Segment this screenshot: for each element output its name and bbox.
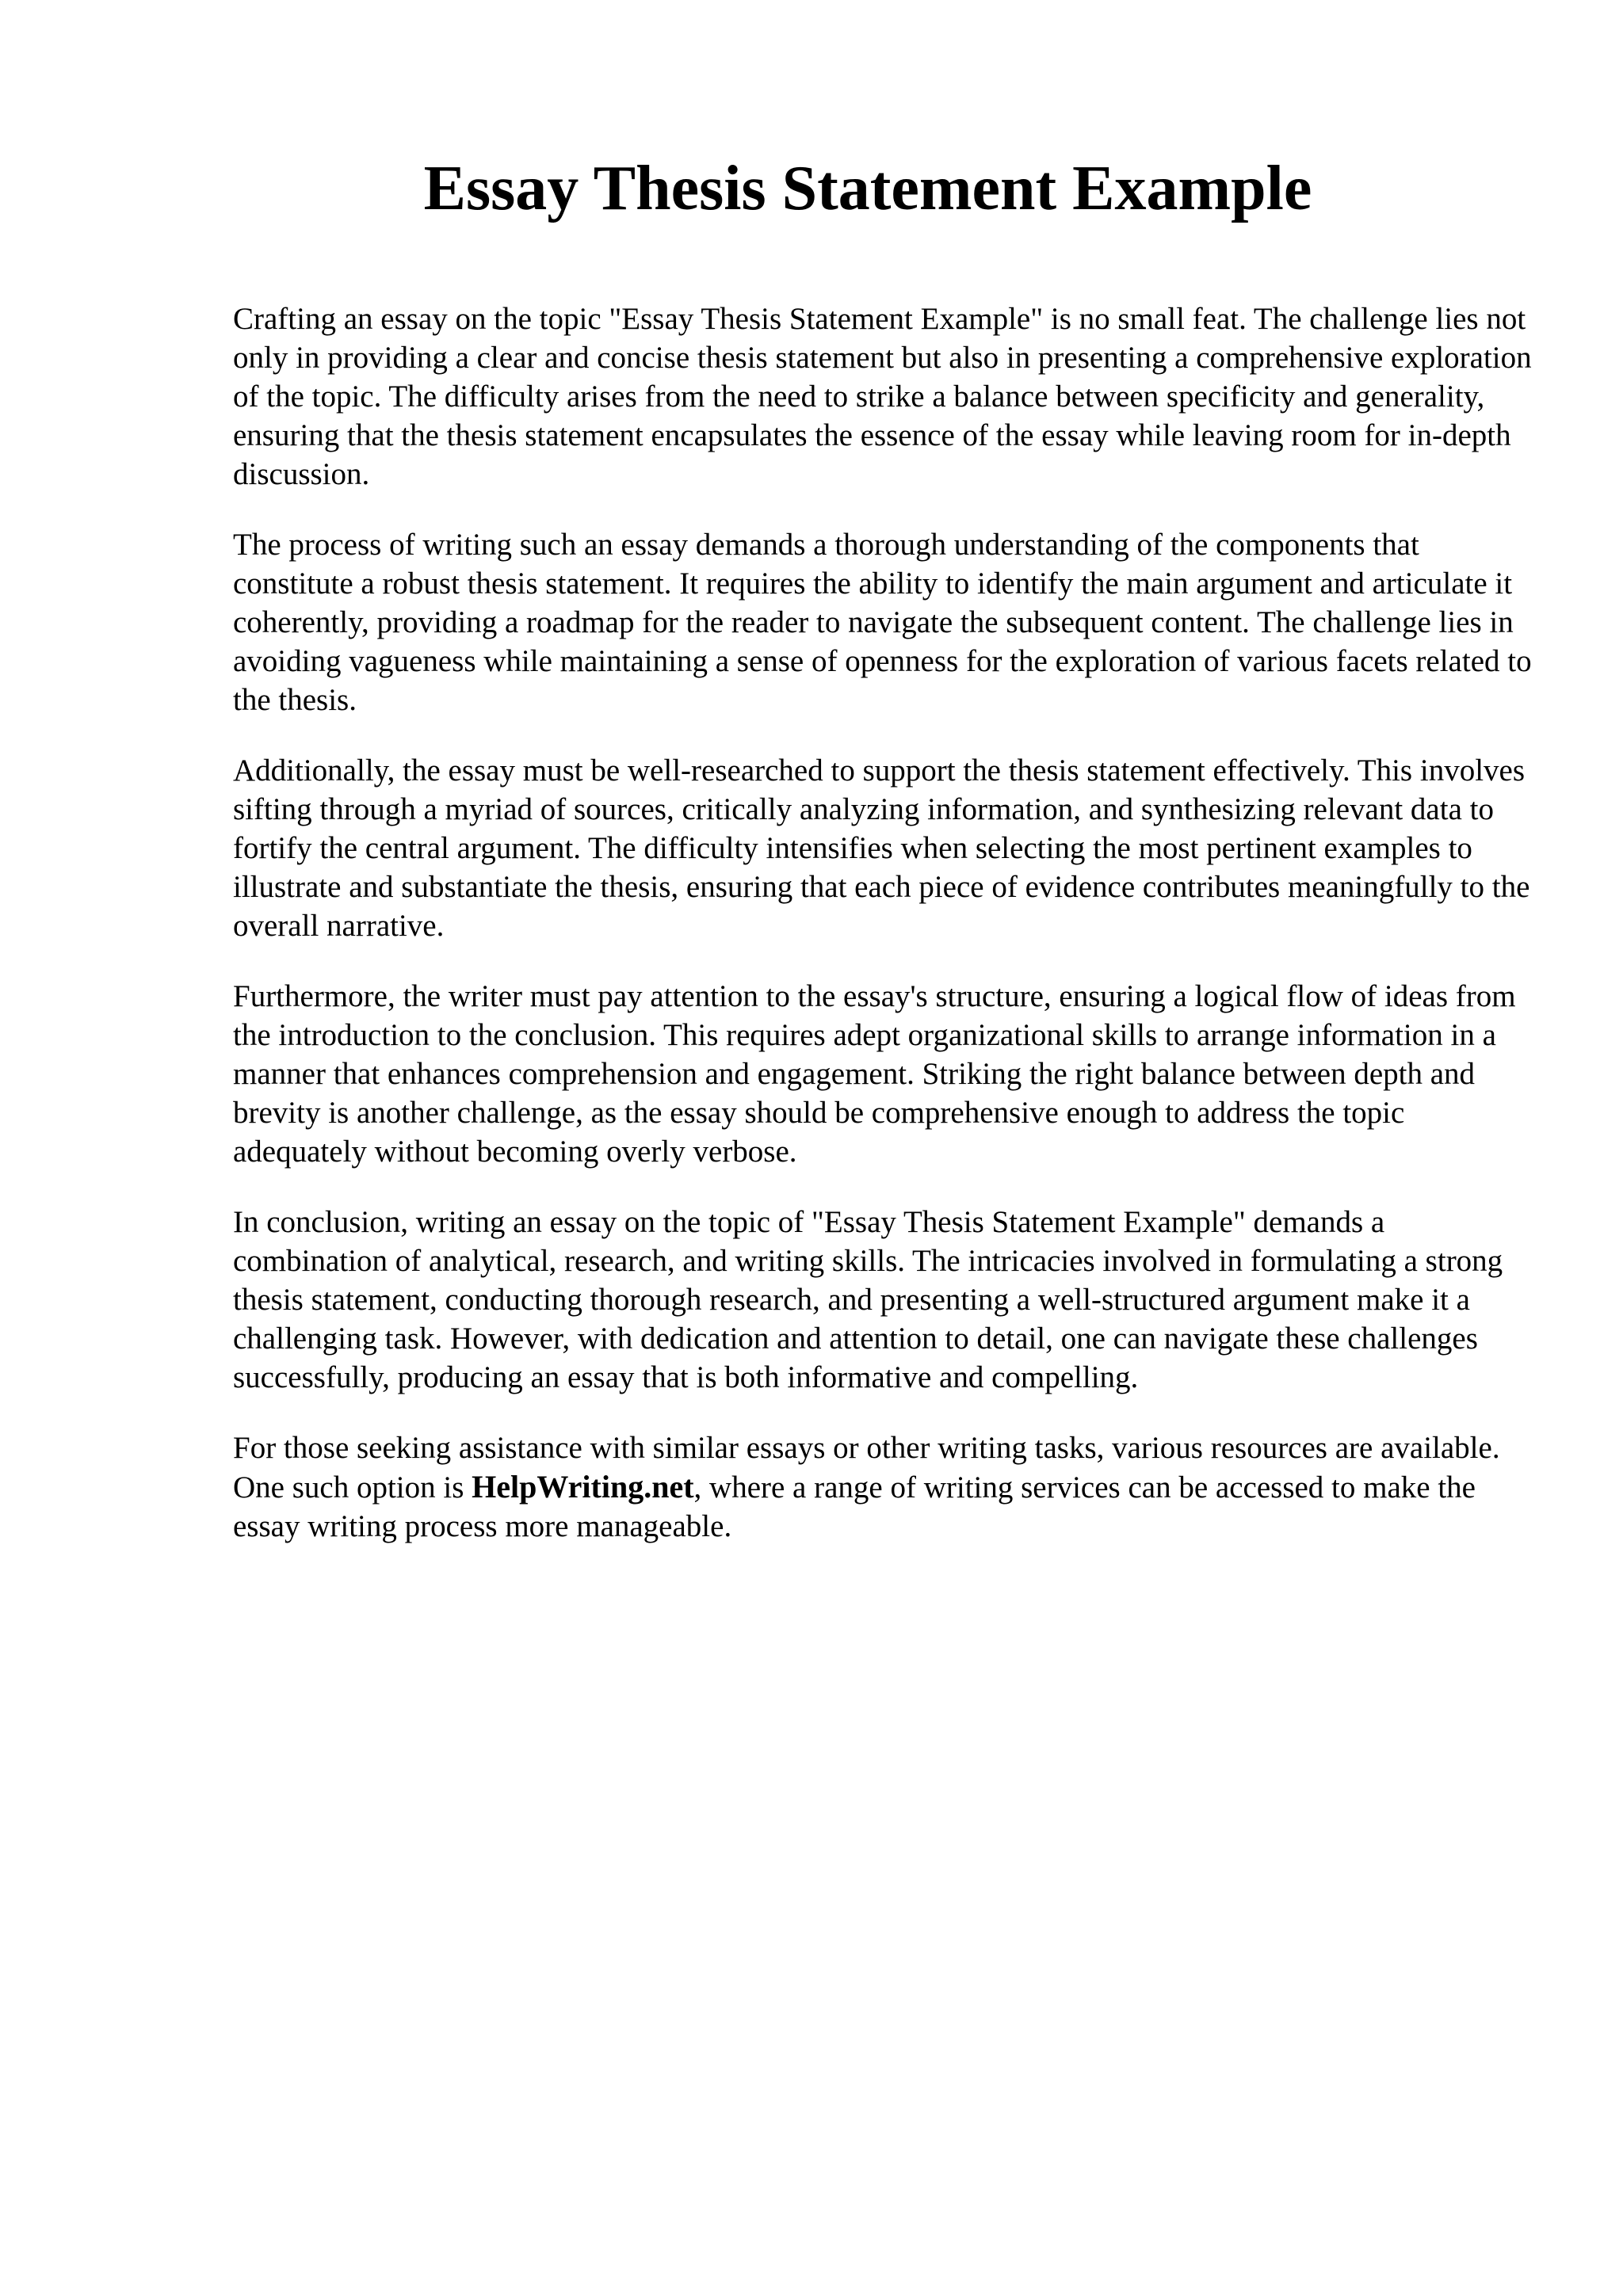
- document-body: [233, 299, 1533, 1577]
- helpwriting-link[interactable]: HelpWriting.net: [472, 1469, 694, 1505]
- paragraph-4: Furthermore, the writer must pay attention to the essay's structure, ensuring a logical flow of ideas from the introduction to the conclusion. This requires adept organizational skills to arrange information in a manner that enhances comprehension and engagement. Striking the right balance between depth and brevity is another challenge, as the essay should be comprehensive enough to address the topic adequately without becoming overly verbose.: [233, 979, 1516, 1169]
- paragraph-3: Additionally, the essay must be well-researched to support the thesis statement effectively. This involves sifting through a myriad of sources, critically analyzing information, and synthesizing relevant data to fortify the central argument. The difficulty intensifies when selecting the most pertinent examples to illustrate and substantiate the thesis, ensuring that each piece of evidence contributes meaningfully to the overall narrative.: [233, 753, 1530, 943]
- page-title: Essay Thesis Statement Example: [423, 154, 1312, 223]
- closing-text-before: For those seeking assistance with similar essays or other writing tasks, various resources are available. One such option is: [233, 1431, 1500, 1505]
- paragraph-5: In conclusion, writing an essay on the topic of "Essay Thesis Statement Example" demands a combination of analytical, research, and writing skills. The intricacies involved in formulating a strong thesis statement, conducting thorough research, and presenting a well-structured argument make it a challenging task. However, with dedication and attention to detail, one can navigate these challenges successfully, producing an essay that is both informative and compelling.: [233, 1205, 1503, 1394]
- closing-paragraph: [233, 1428, 1533, 1546]
- paragraph-1: Crafting an essay on the topic "Essay Thesis Statement Example" is no small feat. The challenge lies not only in providing a clear and concise thesis statement but also in presenting a comprehensive exploration of the topic. The difficulty arises from the need to strike a balance between specificity and generality, ensuring that the thesis statement encapsulates the essence of the essay while leaving room for in-depth discussion.: [233, 302, 1532, 491]
- closing-text-after: , where a range of writing services can be accessed to make the essay writing process more manageable.: [233, 1470, 1476, 1543]
- paragraph-2: The process of writing such an essay demands a thorough understanding of the components that constitute a robust thesis statement. It requires the ability to identify the main argument and articulate it coherently, providing a roadmap for the reader to navigate the subsequent content. The challenge lies in avoiding vagueness while maintaining a sense of openness for the exploration of various facets related to the thesis.: [233, 528, 1532, 717]
